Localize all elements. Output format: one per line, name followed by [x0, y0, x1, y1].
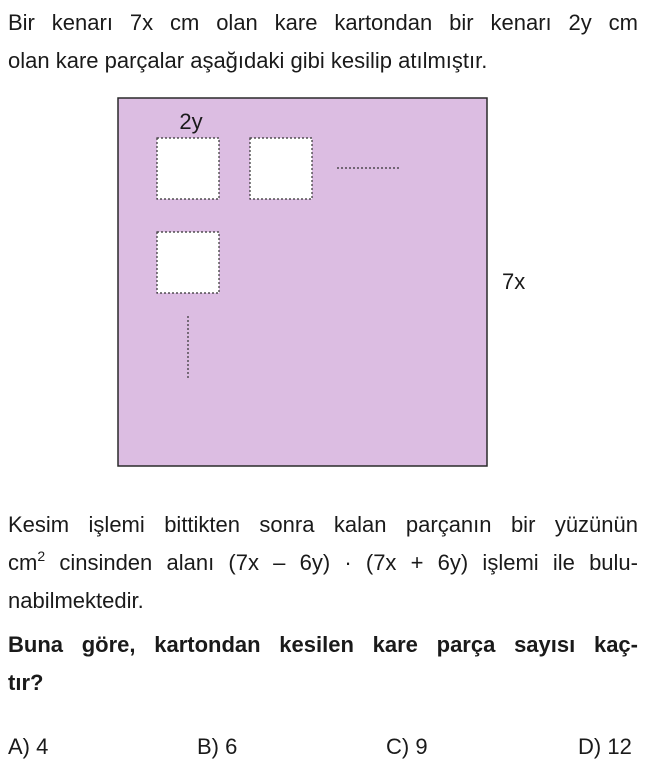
unit-cm: cm — [8, 550, 38, 575]
intro-line-2: olan kare parçalar aşağıdaki gibi kesilip atılmıştır. — [8, 48, 488, 73]
cut-square-1 — [157, 138, 219, 199]
label-7x: 7x — [502, 269, 526, 294]
choice-d-value: 12 — [607, 734, 632, 759]
question-line-1: Buna göre, kartondan kesilen kare parça sayısı kaç- — [8, 632, 638, 657]
problem-statement — [8, 506, 638, 620]
answer-choice-d[interactable] — [578, 728, 632, 766]
choice-b-label: B) — [197, 734, 219, 759]
statement-line-1: Kesim işlemi bittikten sonra kalan parçanın bir yüzünün — [8, 512, 638, 537]
choice-a-label: A) — [8, 734, 30, 759]
statement-line-2 — [8, 544, 638, 582]
unit-exponent: 2 — [37, 548, 46, 564]
statement-expression: cinsinden alanı (7x – 6y) · (7x + 6y) işlemi ile bulu- — [45, 550, 638, 575]
choice-b-value: 6 — [225, 734, 238, 759]
question-line-2: tır? — [8, 670, 44, 695]
intro-line-1: Bir kenarı 7x cm olan kare kartondan bir kenarı 2y cm — [8, 10, 638, 35]
answer-choice-b[interactable] — [197, 728, 237, 766]
question-text — [8, 626, 638, 702]
label-2y: 2y — [179, 109, 203, 134]
cut-square-2 — [250, 138, 312, 199]
cardboard-figure — [0, 90, 647, 480]
answer-choice-c[interactable] — [386, 728, 428, 766]
cut-square-3 — [157, 232, 219, 293]
answer-choice-a[interactable] — [8, 728, 48, 766]
choice-d-label: D) — [578, 734, 602, 759]
choice-a-value: 4 — [36, 734, 49, 759]
choice-c-value: 9 — [415, 734, 428, 759]
statement-line-3: nabilmektedir. — [8, 588, 144, 613]
problem-intro — [8, 4, 638, 80]
choice-c-label: C) — [386, 734, 410, 759]
